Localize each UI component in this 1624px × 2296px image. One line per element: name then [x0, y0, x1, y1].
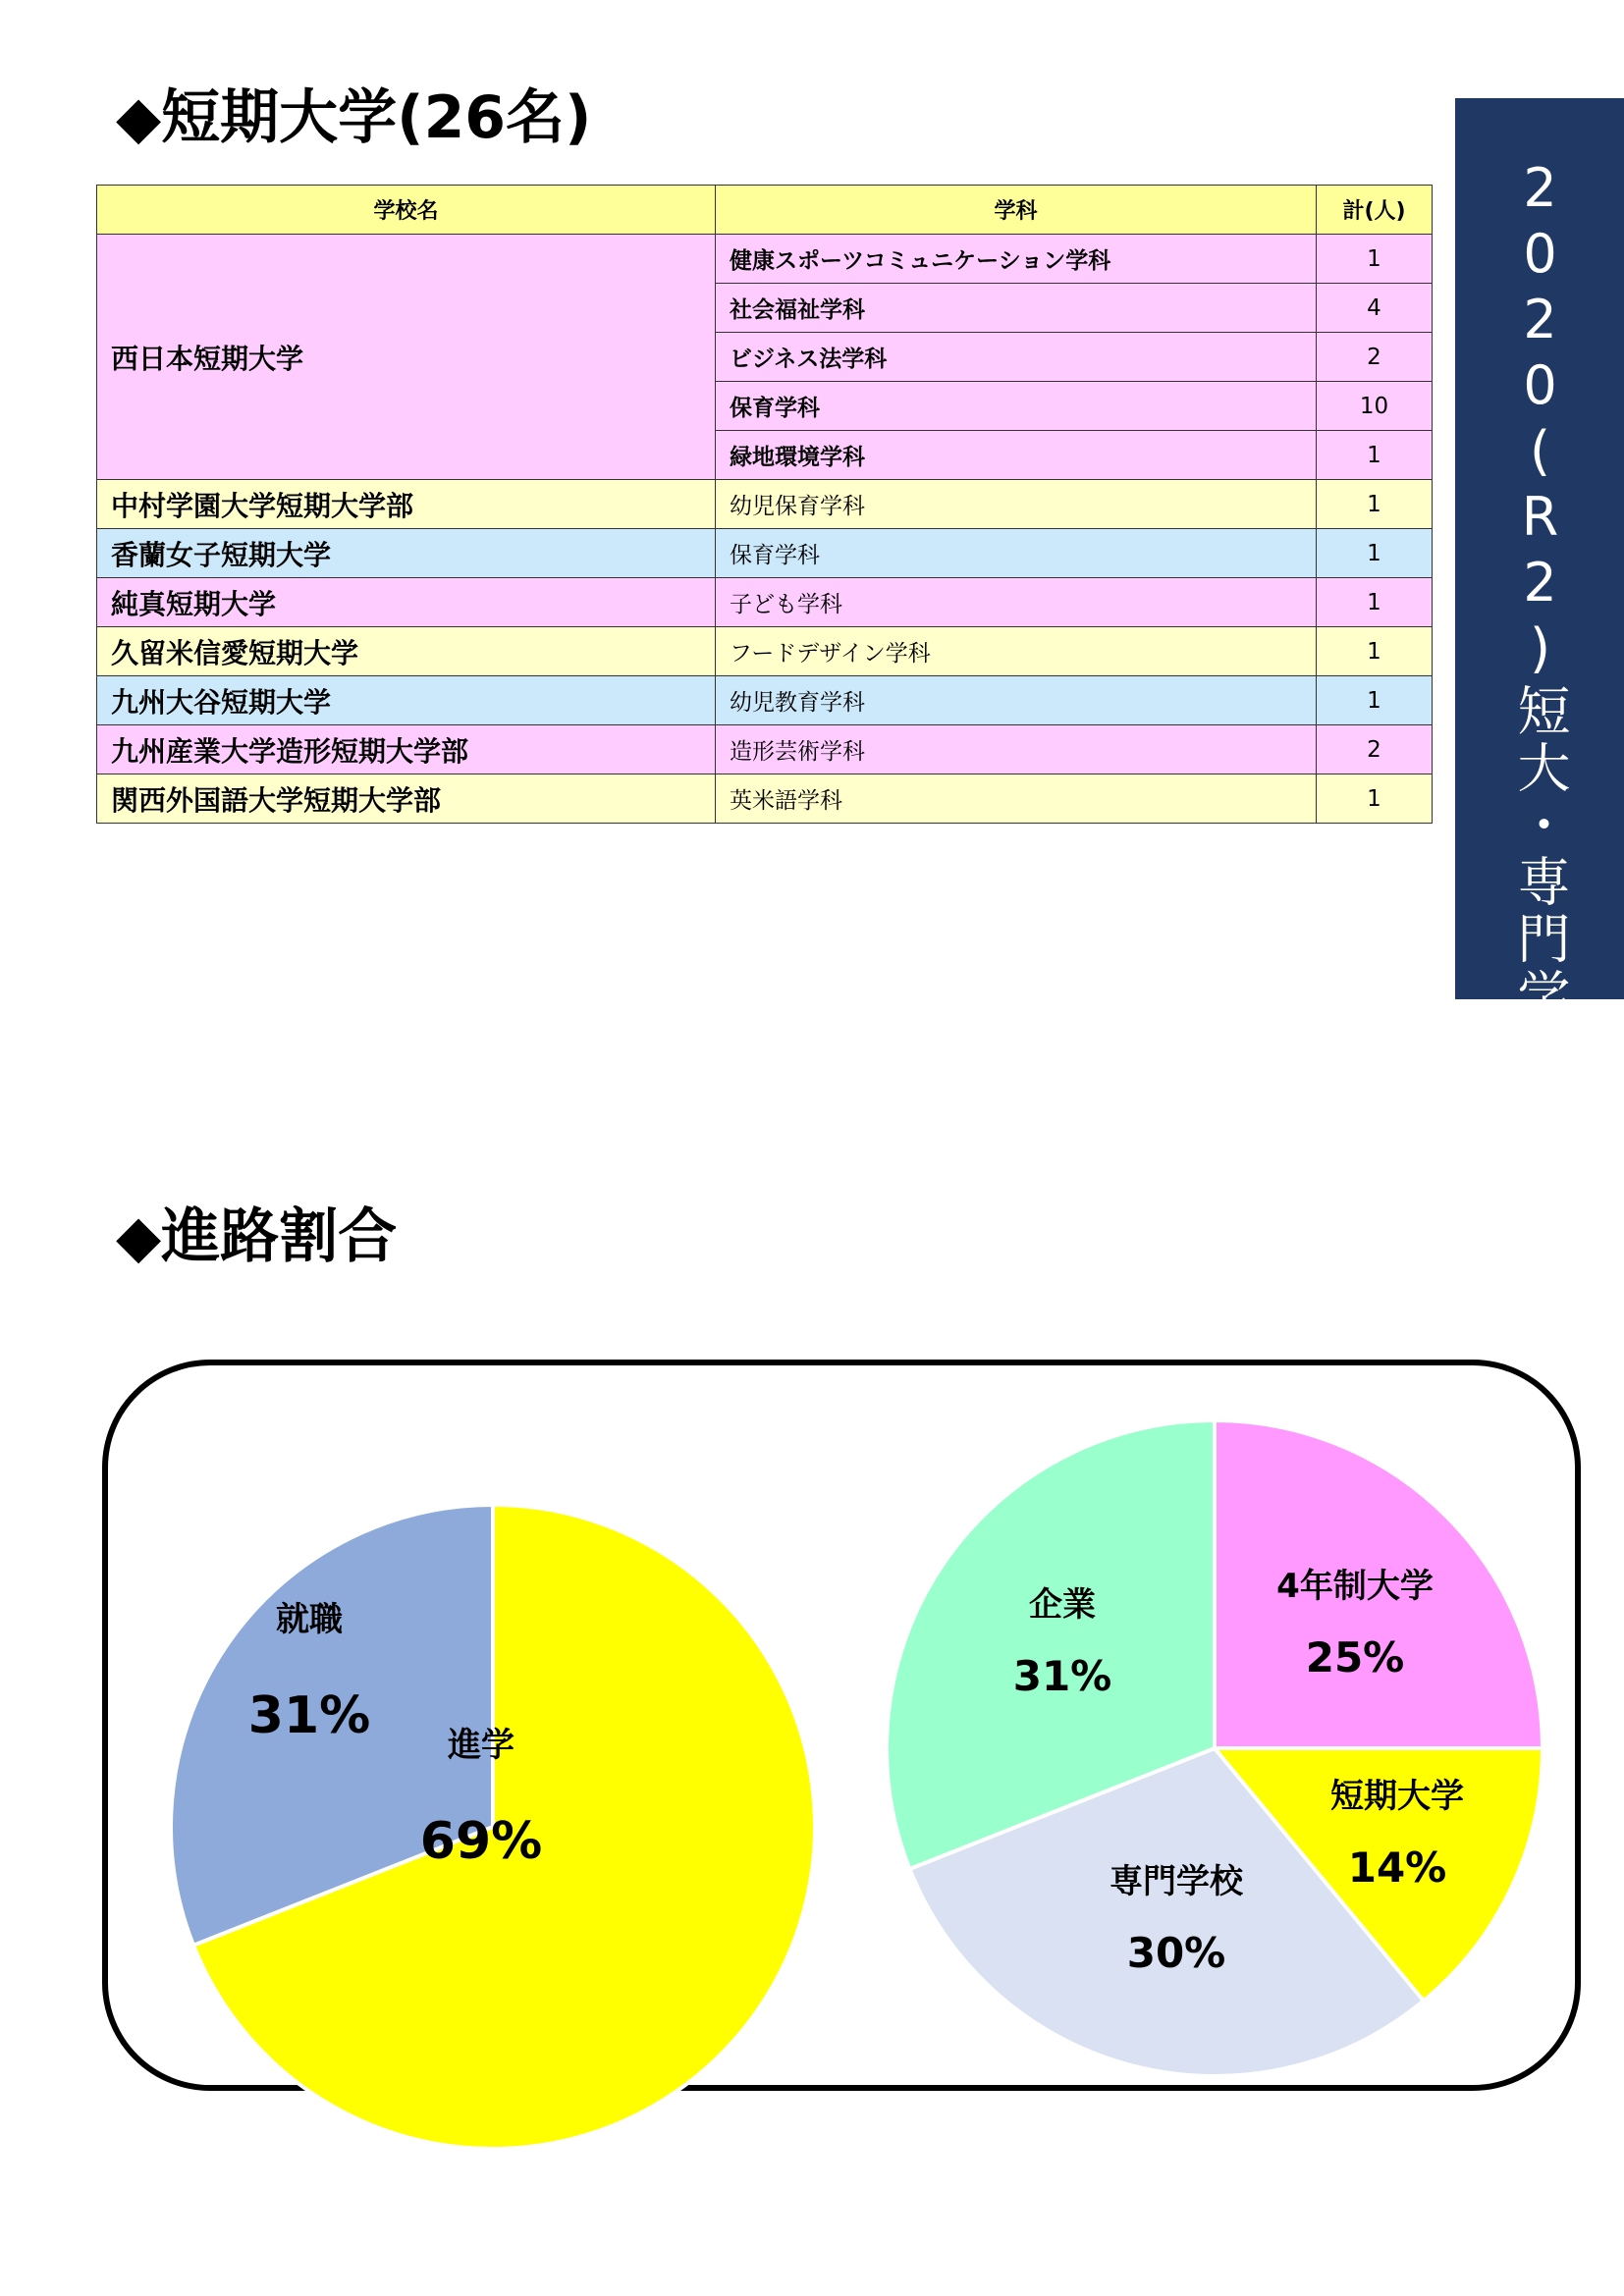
table-row: [97, 578, 1433, 627]
count-cell: 1: [1317, 627, 1433, 676]
school-name: 九州大谷短期大学: [97, 676, 716, 725]
table-row: [97, 235, 1433, 284]
pie-slice-label: 就職: [276, 1600, 343, 1639]
pie-slice-label: 企業: [1029, 1585, 1096, 1625]
school-name: 九州産業大学造形短期大学部: [97, 725, 716, 774]
dept-name: 英米語学科: [716, 774, 1317, 824]
pie-slice-value: 31%: [247, 1686, 371, 1745]
side-band: [1455, 98, 1624, 1196]
school-name: 香蘭女子短期大学: [97, 529, 716, 578]
dept-name: 社会福祉学科: [716, 284, 1317, 333]
count-cell: 1: [1317, 235, 1433, 284]
header-count: 計(人): [1317, 186, 1433, 235]
count-cell: 1: [1317, 529, 1433, 578]
table-header-row: [97, 186, 1433, 235]
count-cell: 1: [1317, 578, 1433, 627]
page-title-short-college: ◆短期大学(26名): [116, 83, 592, 152]
table-row: [97, 627, 1433, 676]
header-school: 学校名: [97, 186, 716, 235]
dept-name: 保育学科: [716, 382, 1317, 431]
count-cell: 2: [1317, 725, 1433, 774]
dept-name: ビジネス法学科: [716, 333, 1317, 382]
school-name: 関西外国語大学短期大学部: [97, 774, 716, 824]
count-cell: 2: [1317, 333, 1433, 382]
page-title-career-ratio: ◆進路割合: [116, 1202, 398, 1271]
table-row: [97, 480, 1433, 529]
header-dept: 学科: [716, 186, 1317, 235]
count-cell: 4: [1317, 284, 1433, 333]
school-table: [96, 185, 1433, 824]
school-name: 純真短期大学: [97, 578, 716, 627]
dept-name: フードデザイン学科: [716, 627, 1317, 676]
pie-slice-value: 30%: [1126, 1929, 1226, 1977]
dept-name: 造形芸術学科: [716, 725, 1317, 774]
table-row: [97, 676, 1433, 725]
pie-slice-value: 69%: [419, 1812, 543, 1871]
dept-name: 幼児教育学科: [716, 676, 1317, 725]
dept-name: 保育学科: [716, 529, 1317, 578]
school-name: 久留米信愛短期大学: [97, 627, 716, 676]
dept-name: 幼児保育学科: [716, 480, 1317, 529]
school-name: 西日本短期大学: [97, 235, 716, 480]
dept-name: 子ども学科: [716, 578, 1317, 627]
pie-slice-label: 専門学校: [1110, 1862, 1243, 1901]
dept-name: 健康スポーツコミュニケーション学科: [716, 235, 1317, 284]
side-band-title: 2020(R2)短大・専門学校進学: [1509, 157, 1571, 1196]
pie-slice-value: 14%: [1347, 1843, 1447, 1892]
dept-name: 緑地環境学科: [716, 431, 1317, 480]
count-cell: 1: [1317, 774, 1433, 824]
pie-slice-value: 25%: [1305, 1633, 1405, 1682]
count-cell: 10: [1317, 382, 1433, 431]
count-cell: 1: [1317, 480, 1433, 529]
count-cell: 1: [1317, 676, 1433, 725]
pie-slice-label: 進学: [448, 1726, 514, 1765]
pie-slice-label: 4年制大学: [1276, 1567, 1434, 1606]
table-row: [97, 725, 1433, 774]
school-name: 中村学園大学短期大学部: [97, 480, 716, 529]
count-cell: 1: [1317, 431, 1433, 480]
pie-chart-destinations: [108, 1365, 1575, 2085]
pie-slice-label: 短期大学: [1330, 1777, 1464, 1816]
table-row: [97, 529, 1433, 578]
pie-slice-value: 31%: [1012, 1652, 1112, 1700]
table-row: [97, 774, 1433, 824]
chart-frame: [102, 1360, 1581, 2091]
